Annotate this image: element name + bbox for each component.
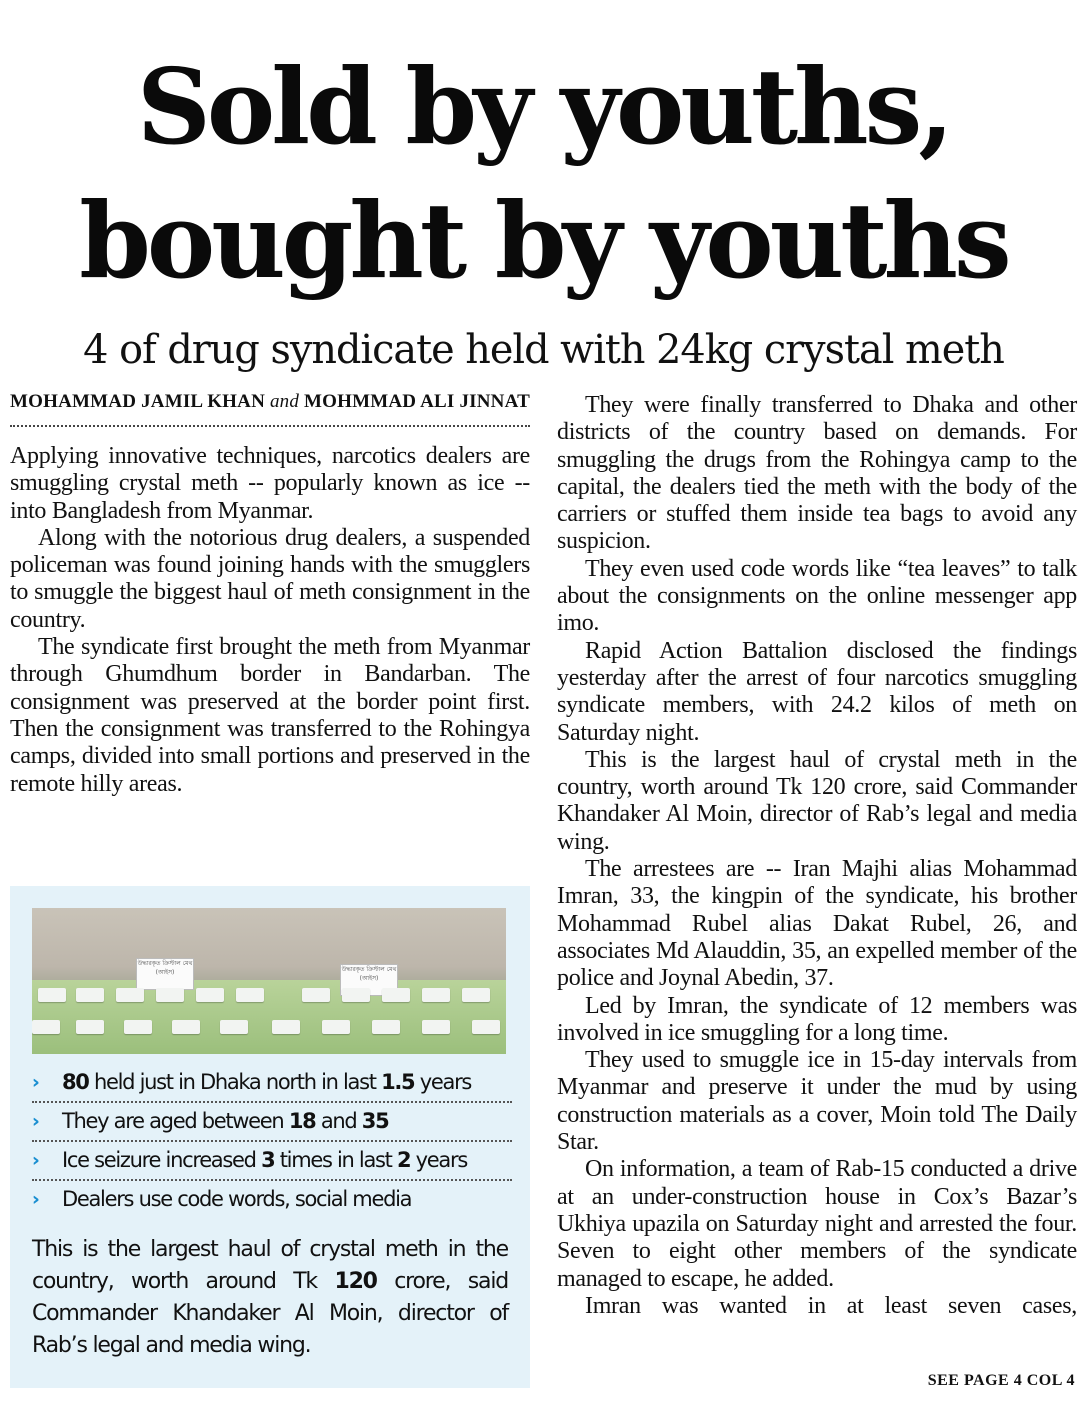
meth-packet xyxy=(76,1020,104,1034)
meth-packet xyxy=(156,988,184,1002)
meth-packet xyxy=(196,988,224,1002)
byline-author-2: MOHMMAD ALI JINNAT xyxy=(304,391,530,412)
continuation-note: SEE PAGE 4 COL 4 xyxy=(927,1372,1075,1389)
meth-packet xyxy=(422,1020,450,1034)
byline-author-1: MOHAMMAD JAMIL KHAN xyxy=(10,391,265,412)
paragraph: They were finally transferred to Dhaka and other districts of the country based on demands. For smuggling the drugs from the Rohingya camp to the capital, the dealers tied the meth with the body of the carriers or stuffed them inside tea bags to avoid any suspicion. xyxy=(557,392,1077,555)
meth-packet xyxy=(172,1020,200,1034)
photo-sign-text: উদ্ধারকৃত ক্রিস্টাল মেথ (আইস) xyxy=(137,960,193,976)
key-facts-list xyxy=(32,1064,512,1218)
paragraph: Led by Imran, the syndicate of 12 members was involved in ice smuggling for a long time. xyxy=(557,992,1077,1046)
paragraph: The arrestees are -- Iran Majhi alias Mohammad Imran, 33, the kingpin of the syndicate, his brother Mohammad Rubel alias Dakat Rubel, 26, and associates Md Alauddin, 35, an expelled member of the police and Joynal Abedin, 37. xyxy=(557,856,1077,992)
meth-packet xyxy=(116,988,144,1002)
double-chevron-right-icon: ›› xyxy=(32,1111,33,1132)
headline-line-1: Sold by youths, xyxy=(136,45,951,168)
meth-packet xyxy=(220,1020,248,1034)
headline-line-2: bought by youths xyxy=(79,179,1008,302)
subheadline: 4 of drug syndicate held with 24kg crystal meth xyxy=(83,327,1004,373)
seized-meth-photo xyxy=(32,908,506,1054)
meth-packet xyxy=(372,1020,400,1034)
byline-divider xyxy=(10,425,530,427)
meth-packet xyxy=(76,988,104,1002)
meth-packet xyxy=(322,1020,350,1034)
paragraph: Rapid Action Battalion disclosed the findings yesterday after the arrest of four narcotics smuggling syndicate members, with 24.2 kilos of meth on Saturday night. xyxy=(557,637,1077,746)
pull-quote: This is the largest haul of crystal meth in the country, worth around Tk 120 crore, said Commander Khandaker Al Moin, director of Rab’s legal and media wing. xyxy=(32,1237,508,1358)
paragraph: They used to smuggle ice in 15-day intervals from Myanmar and preserve it under the mud by using construction materials as a cover, Moin told The Daily Star. xyxy=(557,1047,1077,1156)
photo-sign-text: উদ্ধারকৃত ক্রিস্টাল মেথ (আইস) xyxy=(341,966,397,982)
meth-packet xyxy=(302,988,330,1002)
paragraph: The syndicate first brought the meth from Myanmar through Ghumdhum border in Bandarban. The consignment was preserved at the border point first. Then the consignment was transferred to the Rohingya camps, divided into small portions and preserved in the remote hilly areas. xyxy=(10,634,530,797)
double-chevron-right-icon: ›› xyxy=(32,1150,33,1171)
meth-packet xyxy=(32,1020,60,1034)
paragraph: Imran was wanted in at least seven cases, xyxy=(585,1292,1077,1319)
paragraph: Along with the notorious drug dealers, a suspended policeman was found joining hands with the smugglers to smuggle the biggest haul of meth consignment in the country. xyxy=(10,524,530,633)
photo-sign-left xyxy=(136,958,194,990)
key-fact: ›› Dealers use code words, social media xyxy=(32,1187,412,1211)
meth-packet xyxy=(382,988,410,1002)
meth-packet xyxy=(462,988,490,1002)
meth-packet xyxy=(472,1020,500,1034)
paragraph: This is the largest haul of crystal meth in the country, worth around Tk 120 crore, said Commander Khandaker Al Moin, director of Rab’s legal and media wing. xyxy=(557,746,1077,855)
paragraph: Applying innovative techniques, narcotics dealers are smuggling crystal meth -- popularly known as ice -- into Bangladesh from Myanmar. xyxy=(10,443,530,524)
right-column-body xyxy=(557,392,1077,1320)
meth-packet xyxy=(342,988,370,1002)
key-fact: ›› 80 held just in Dhaka north in last 1.5 years xyxy=(32,1064,512,1103)
paragraph: They even used code words like “tea leaves” to talk about the consignments on the online messenger app imo. xyxy=(557,555,1077,637)
key-fact: ›› They are aged between 18 and 35 xyxy=(32,1103,512,1142)
double-chevron-right-icon: ›› xyxy=(32,1072,33,1093)
headline xyxy=(0,40,1087,308)
meth-packet xyxy=(236,988,264,1002)
right-column xyxy=(557,392,1077,1320)
paragraph: On information, a team of Rab-15 conducted a drive at an under-construction house in Cox’s Bazar’s Ukhiya upazila on Saturday night and arrested the four. Seven to eight other members of the syndicate managed to escape, he added. xyxy=(557,1156,1077,1292)
meth-packet xyxy=(422,988,450,1002)
byline xyxy=(10,392,530,411)
double-chevron-right-icon: ›› xyxy=(32,1189,33,1210)
info-box xyxy=(10,886,530,1388)
meth-packet xyxy=(38,988,66,1002)
left-column-body xyxy=(10,443,530,798)
key-fact: ›› Ice seizure increased 3 times in last 2 years xyxy=(32,1142,512,1181)
byline-conjunction: and xyxy=(269,391,300,412)
meth-packet xyxy=(124,1020,152,1034)
meth-packet xyxy=(272,1020,300,1034)
left-column xyxy=(10,392,530,798)
